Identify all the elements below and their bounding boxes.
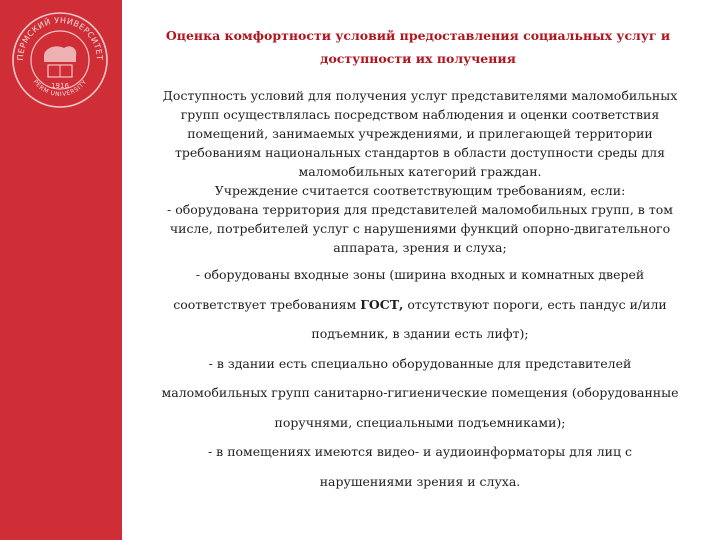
body-line: маломобильных групп санитарно-гигиенические помещения (оборудованные xyxy=(161,385,679,400)
body-line: поручнями, специальными подъемниками); xyxy=(274,414,566,430)
svg-text:1916: 1916 xyxy=(51,82,69,90)
title-line: Оценка комфортности условий предоставления социальных услуг и xyxy=(165,28,671,43)
body-line: - в здании есть специально оборудованные для представителей xyxy=(208,355,632,371)
body-line: - оборудована территория для представителей маломобильных групп, в том xyxy=(167,202,673,217)
body-line: помещений, занимаемых учреждениями, и прилегающей территории xyxy=(187,126,653,141)
body-line: нарушениями зрения и слуха. xyxy=(319,473,521,489)
svg-text:PERM UNIVERSITY: PERM UNIVERSITY xyxy=(31,78,89,99)
title-line: доступности их получения xyxy=(320,51,516,66)
body-line: - в помещениях имеются видео- и аудиоинформаторы для лиц с xyxy=(207,444,633,459)
body-line: числе, потребителей услуг с нарушениями функций опорно-двигательного xyxy=(169,221,671,236)
slide-body xyxy=(132,86,708,496)
body-line: требованиям национальных стандартов в области доступности среды для xyxy=(174,145,666,160)
body-line: подъемник, в здании есть лифт); xyxy=(311,326,529,341)
side-band xyxy=(0,0,122,540)
body-line: групп осуществлялась посредством наблюдения и оценки соответствия xyxy=(180,107,660,122)
body-line xyxy=(132,290,708,320)
body-fragment: соответствует требованиям xyxy=(173,296,357,312)
intro-paragraph xyxy=(132,86,708,257)
body-line: маломобильных категорий граждан. xyxy=(298,164,542,179)
slide-title xyxy=(140,24,696,70)
body-fragment: отсутствуют пороги, есть пандус и/или xyxy=(407,296,667,312)
body-line: Учреждение считается соответствующим требованиям, если: xyxy=(214,183,626,198)
svg-text:ПЕРМСКИЙ УНИВЕРСИТЕТ: ПЕРМСКИЙ УНИВЕРСИТЕТ xyxy=(15,15,105,61)
criteria-paragraph xyxy=(132,260,708,496)
body-line: Доступность условий для получения услуг представителями маломобильных xyxy=(162,88,678,103)
body-line: - оборудованы входные зоны (ширина входных и комнатных дверей xyxy=(195,267,645,282)
body-line: аппарата, зрения и слуха; xyxy=(333,240,507,255)
university-seal-logo xyxy=(10,10,110,110)
gost-term: ГОСТ, xyxy=(360,296,404,312)
